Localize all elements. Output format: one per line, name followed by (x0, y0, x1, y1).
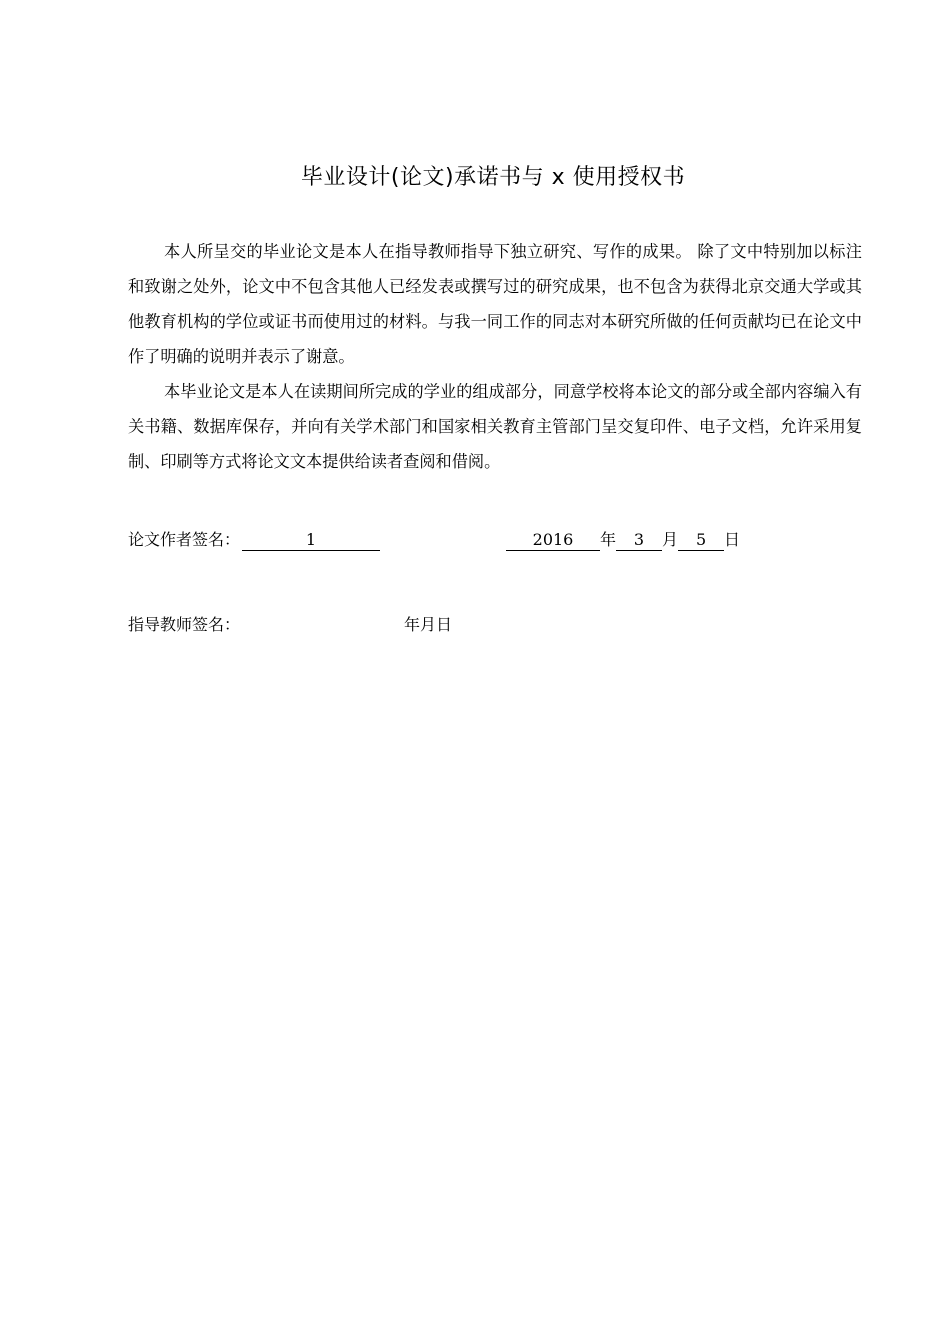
author-date-day: 5 (678, 530, 724, 551)
author-date-year: 2016 (506, 530, 600, 551)
advisor-date: 年月日 (404, 615, 453, 634)
author-signature-label: 论文作者签名： (128, 530, 241, 549)
document-title: 毕业设计(论文)承诺书与 x 使用授权书 (300, 165, 686, 190)
paragraph-authorization: 本毕业论文是本人在读期间所完成的学业的组成部分，同意学校将本论文的部分或全部内容编入有关书籍、数据库保存，并向有关学术部门和国家相关教育主管部门呈交复印件、电子文档，允许采用复制、印刷等方式将论文文本提供给读者查阅和借阅。 (128, 382, 862, 471)
author-signature-value: 1 (242, 530, 380, 551)
paragraph-originality: 本人所呈交的毕业论文是本人在指导教师指导下独立研究、写作的成果。 除了文中特别加以标注和致谢之处外，论文中不包含其他人已经发表或撰写过的研究成果，也不包含为获得北京交通大学或其他教育机构的学位或证书而使用过的材料。与我一同工作的同志对本研究所做的任何贡献均已在论文中作了明确的说明并表示了谢意。 (128, 242, 862, 366)
author-date (506, 528, 740, 552)
year-label: 年 (600, 530, 617, 549)
day-label: 日 (724, 530, 741, 549)
month-label: 月 (662, 530, 679, 549)
advisor-signature-row (128, 613, 453, 637)
author-date-month: 3 (616, 530, 662, 551)
commitment-body (128, 234, 862, 479)
author-signature-row (128, 528, 741, 552)
advisor-signature-label: 指导教师签名： (128, 615, 241, 634)
